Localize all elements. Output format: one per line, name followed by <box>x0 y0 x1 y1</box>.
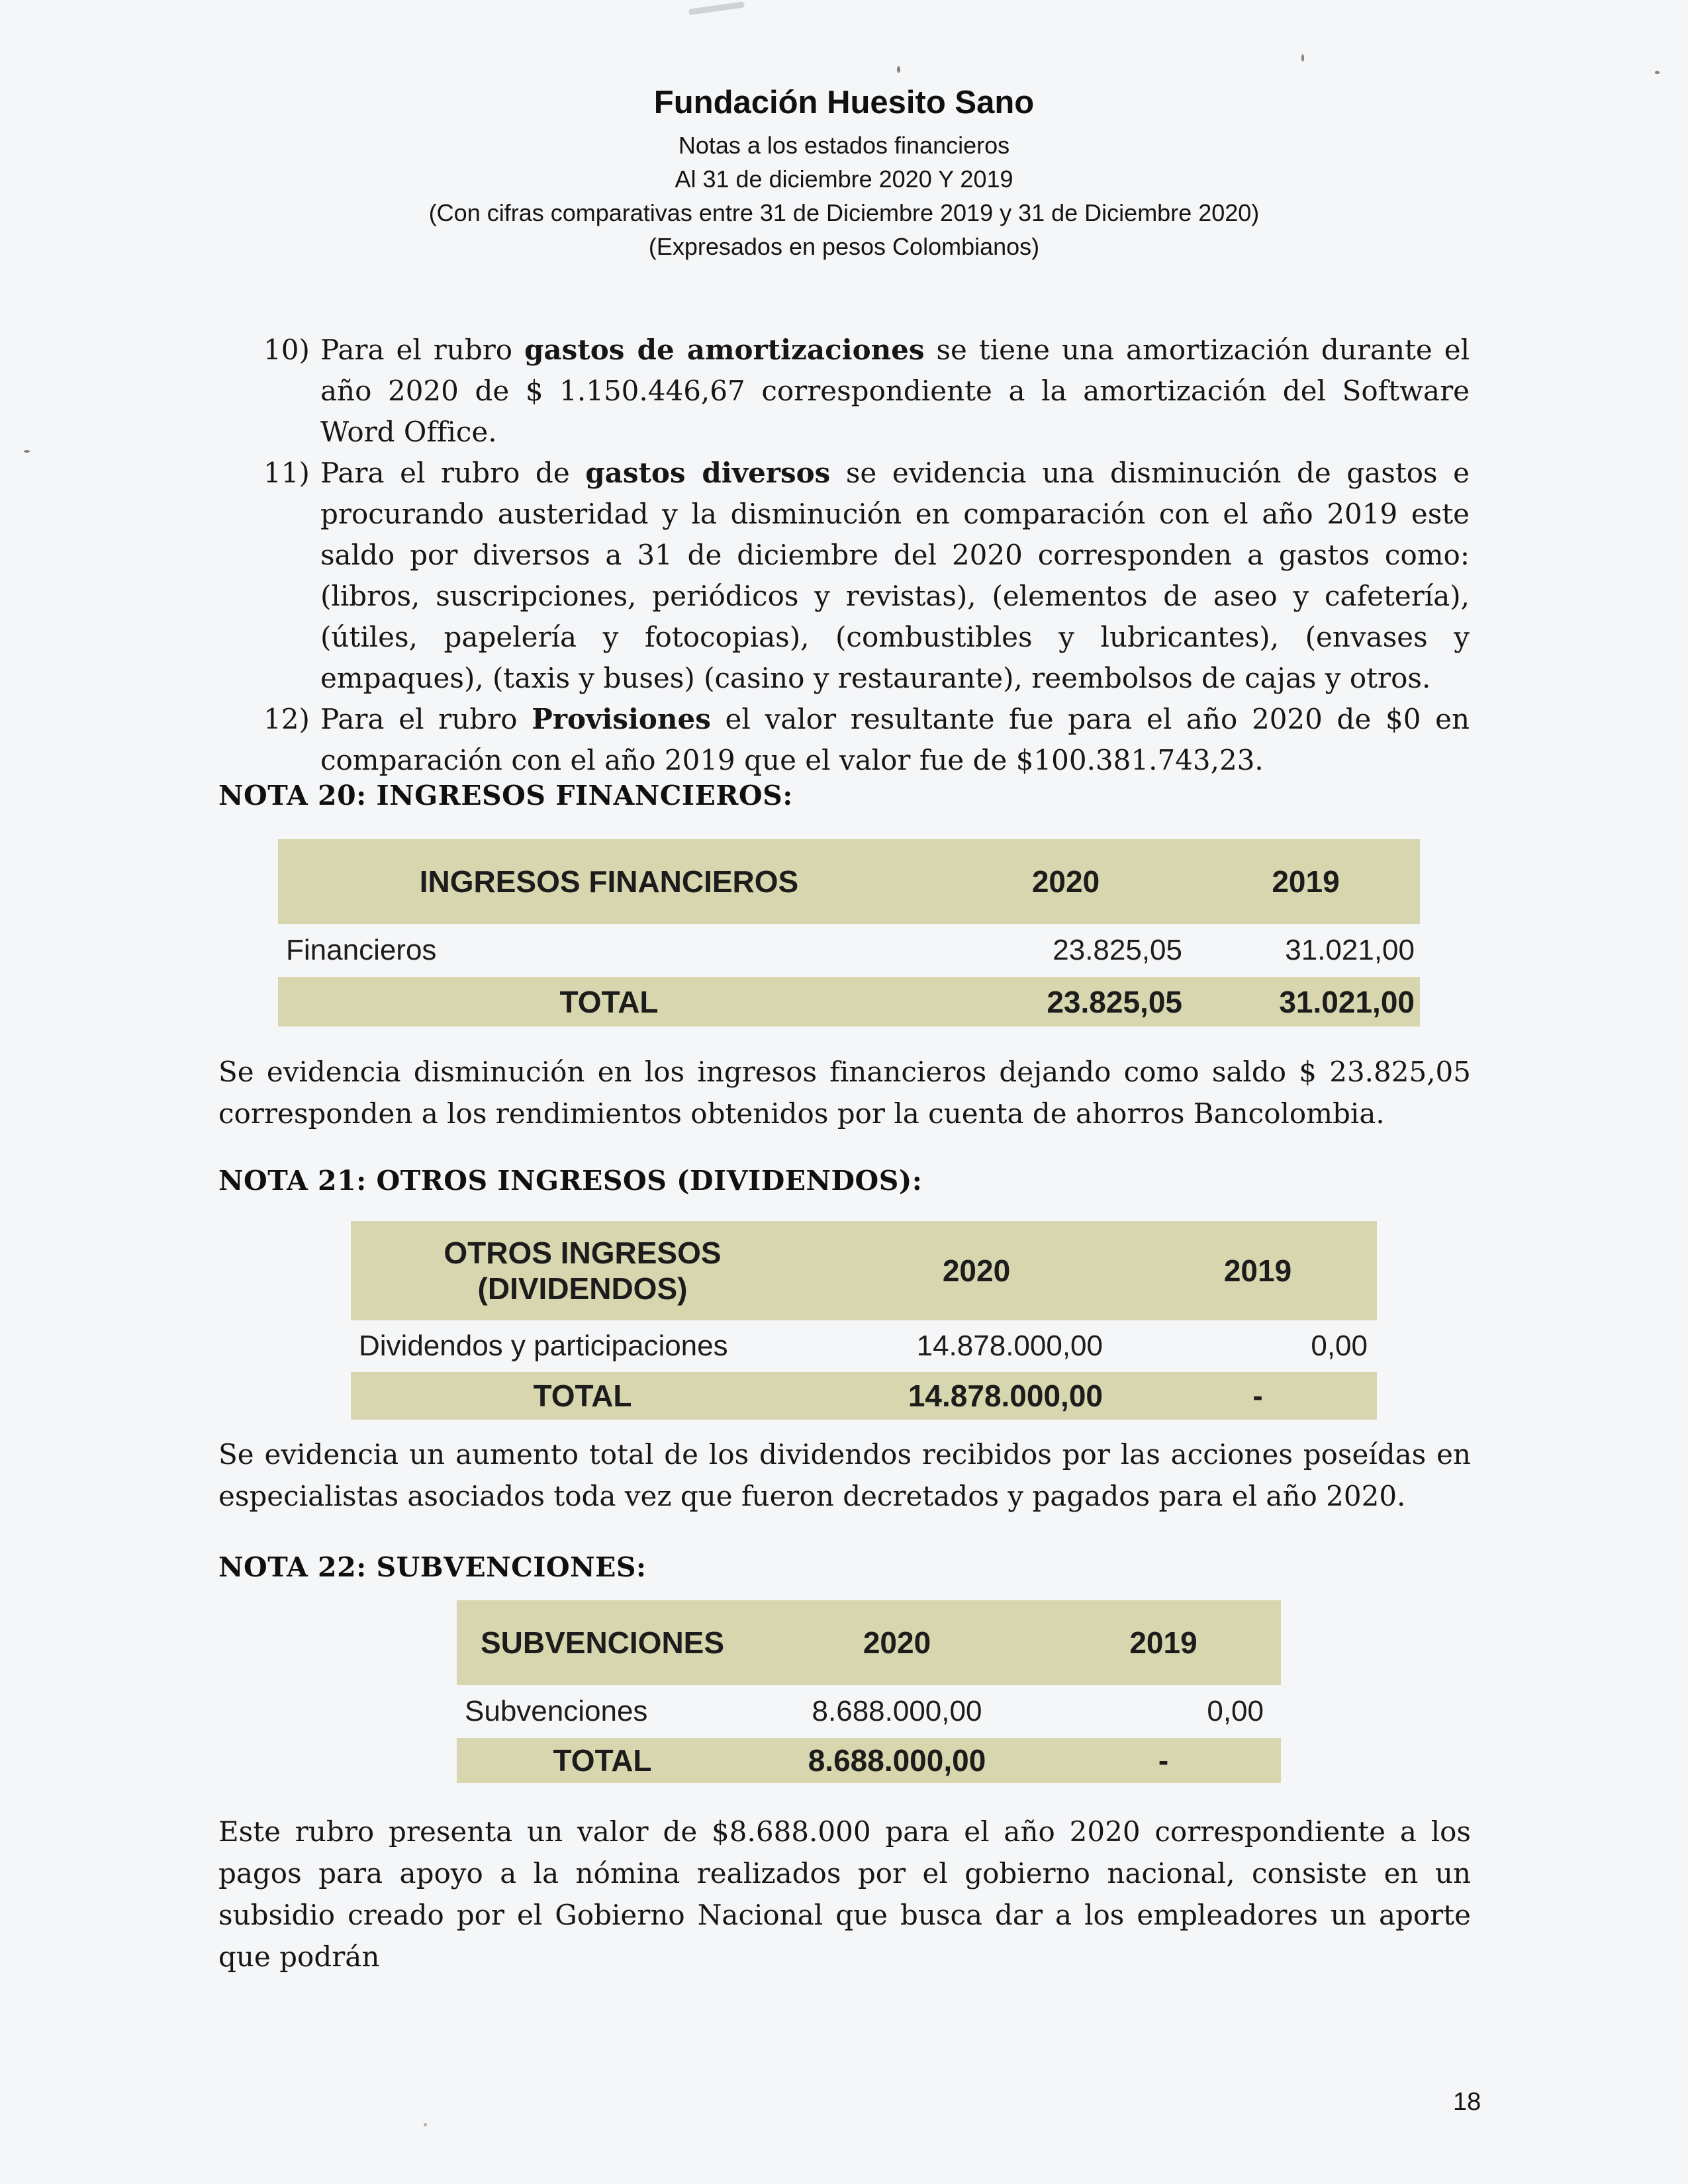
header-line-4: (Expresados en pesos Colombianos) <box>648 233 1040 260</box>
table-header-2020: 2020 <box>1031 864 1100 899</box>
list-item-text-pre: Para el rubro de <box>320 457 586 489</box>
table-header-row <box>351 1221 1377 1320</box>
list-item-12 <box>263 699 1470 781</box>
row-value-2020: 14.878.000,00 <box>916 1330 1103 1362</box>
scan-smudge <box>688 1 745 15</box>
row-value-2020: 23.825,05 <box>1053 934 1182 966</box>
list-item-text-bold: Provisiones <box>532 703 711 735</box>
table-header-2020: 2020 <box>942 1253 1011 1288</box>
header-line-2: Al 31 de diciembre 2020 Y 2019 <box>675 165 1013 193</box>
header-line-1: Notas a los estados financieros <box>678 132 1010 159</box>
table-row <box>457 1685 1281 1738</box>
list-item-11 <box>263 453 1470 699</box>
list-item-number: 10) <box>263 334 310 366</box>
table-header-label: SUBVENCIONES <box>480 1625 725 1660</box>
total-label: TOTAL <box>559 984 659 1019</box>
scan-speck <box>1655 71 1660 74</box>
row-label: Financieros <box>286 934 437 966</box>
list-item-text-pre: Para el rubro <box>320 703 532 735</box>
table-header-2019: 2019 <box>1223 1253 1292 1288</box>
numbered-list <box>263 330 1470 781</box>
nota-21-paragraph: Se evidencia un aumento total de los dividendos recibidos por las acciones poseídas en especialistas asociados toda vez que fueron decretados y pagados para el año 2020. <box>218 1438 1471 1512</box>
total-value-2019: - <box>1158 1743 1169 1778</box>
table-header-2019: 2019 <box>1129 1625 1197 1660</box>
table-row <box>351 1320 1377 1372</box>
list-item-text-bold: gastos diversos <box>585 457 831 489</box>
total-value-2020: 14.878.000,00 <box>908 1379 1103 1413</box>
row-label: Subvenciones <box>465 1695 648 1727</box>
list-item-number: 12) <box>263 703 310 735</box>
subvenciones-table <box>457 1600 1281 1783</box>
page-number: 18 <box>1453 2088 1481 2116</box>
row-label: Dividendos y participaciones <box>359 1330 728 1362</box>
total-value-2020: 23.825,05 <box>1047 984 1182 1019</box>
list-item-text-post: se tiene una amortización durante el año 2020 de $ 1.150.446,67 correspondiente a la amortización del Software Word Office. <box>320 334 1470 448</box>
organization-name: Fundación Huesito Sano <box>653 85 1035 120</box>
header-line-3: (Con cifras comparativas entre 31 de Diciembre 2019 y 31 de Diciembre 2020) <box>428 199 1260 226</box>
table-header-label: OTROS INGRESOS (DIVIDENDOS) <box>444 1235 722 1306</box>
list-item-text-post: el valor resultante fue para el año 2020 de $0 en comparación con el año 2019 que el valor fue de $100.381.743,23. <box>320 703 1470 776</box>
table-row <box>278 924 1420 977</box>
list-item-text <box>320 699 1470 781</box>
nota-22-heading: NOTA 22: SUBVENCIONES: <box>218 1551 647 1583</box>
ingresos-financieros-table <box>278 839 1420 1026</box>
total-value-2019: - <box>1252 1379 1263 1413</box>
total-value-2019: 31.021,00 <box>1279 984 1415 1019</box>
list-item-text <box>320 453 1470 699</box>
table-total-row <box>278 977 1420 1026</box>
list-item-text-bold: gastos de amortizaciones <box>524 334 925 366</box>
row-value-2019: 31.021,00 <box>1285 934 1415 966</box>
list-item-text <box>320 330 1470 453</box>
scan-speck <box>424 2123 427 2126</box>
row-value-2019: 0,00 <box>1207 1695 1264 1727</box>
document-header <box>0 83 1688 263</box>
list-item-number: 11) <box>263 457 310 489</box>
table-total-row <box>457 1738 1281 1783</box>
scan-speck <box>1301 54 1304 62</box>
nota-20-paragraph: Se evidencia disminución en los ingresos financieros dejando como saldo $ 23.825,05 corresponden a los rendimientos obtenidos por la cuenta de ahorros Bancolombia. <box>218 1056 1471 1130</box>
table-header-row <box>457 1600 1281 1685</box>
row-value-2020: 8.688.000,00 <box>812 1695 982 1727</box>
nota-21-heading: NOTA 21: OTROS INGRESOS (DIVIDENDOS): <box>218 1165 923 1197</box>
row-value-2019: 0,00 <box>1311 1330 1368 1362</box>
total-label: TOTAL <box>533 1379 632 1413</box>
list-item-10 <box>263 330 1470 453</box>
nota-20-heading: NOTA 20: INGRESOS FINANCIEROS: <box>218 780 793 811</box>
total-value-2020: 8.688.000,00 <box>808 1743 986 1778</box>
table-header-row <box>278 839 1420 924</box>
scan-speck <box>24 450 30 453</box>
total-label: TOTAL <box>553 1743 652 1778</box>
otros-ingresos-dividendos-table <box>351 1221 1377 1420</box>
nota-22-paragraph: Este rubro presenta un valor de $8.688.000 para el año 2020 correspondiente a los pagos para apoyo a la nómina realizados por el gobierno nacional, consiste en un subsidio creado por el Gobierno Nacional que busca dar a los empleadores un aporte que podrán <box>218 1815 1471 1973</box>
table-header-2019: 2019 <box>1272 864 1340 899</box>
list-item-text-pre: Para el rubro <box>320 334 525 366</box>
table-header-label: INGRESOS FINANCIEROS <box>419 864 799 899</box>
scan-speck <box>897 66 900 73</box>
table-total-row <box>351 1372 1377 1420</box>
list-item-text-post: se evidencia una disminución de gastos e procurando austeridad y la disminución en comparación con el año 2019 este saldo por diversos a 31 de diciembre del 2020 corresponden a gastos como: (libros, suscripciones, periódicos y revistas), (elementos de aseo y cafetería), (útiles, papelería y fotocopias), (combustibles y lubricantes), (envases y empaques), (taxis y buses) (casino y restaurante), reembolsos de cajas y otros. <box>320 457 1470 694</box>
table-header-2020: 2020 <box>863 1625 931 1660</box>
